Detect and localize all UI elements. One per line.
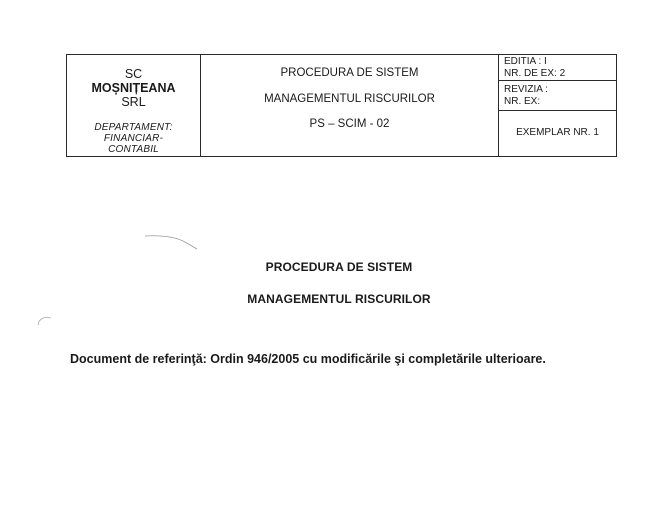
scan-artifact-curve — [36, 313, 54, 327]
procedure-type: PROCEDURA DE SISTEM — [280, 67, 419, 79]
scan-artifact-line — [143, 232, 199, 252]
reference-document-text: Document de referinţă: Ordin 946/2005 cu modificările şi completările ulterioare. — [70, 352, 546, 366]
department-line-3: CONTABIL — [108, 144, 159, 155]
procedure-title-cell — [201, 55, 499, 156]
edition-cell — [499, 55, 616, 156]
edition-number: EDITIA : I — [504, 56, 547, 67]
company-prefix: SC — [124, 67, 143, 81]
revision-number: REVIZIA : — [504, 84, 548, 95]
department-line-2: FINANCIAR- — [103, 133, 164, 144]
company-name — [67, 67, 200, 109]
revision-block — [499, 81, 616, 111]
document-title: PROCEDURA DE SISTEM — [265, 260, 413, 274]
company-suffix: SRL — [121, 95, 146, 109]
document-subtitle: MANAGEMENTUL RISCURILOR — [247, 292, 431, 306]
exemplar-number: EXEMPLAR NR. 1 — [516, 127, 599, 138]
edition-copies: NR. DE EX: 2 — [504, 68, 566, 79]
company-cell — [67, 55, 201, 156]
document-header-table — [66, 54, 617, 157]
company-title: MOȘNIȚEANA — [91, 81, 176, 95]
procedure-name: MANAGEMENTUL RISCURILOR — [264, 93, 435, 105]
department-line-1: DEPARTAMENT: — [94, 122, 173, 133]
edition-block — [499, 55, 616, 81]
revision-copies: NR. EX: — [504, 96, 541, 107]
department-label — [67, 122, 200, 155]
procedure-code: PS – SCIM - 02 — [309, 118, 390, 130]
